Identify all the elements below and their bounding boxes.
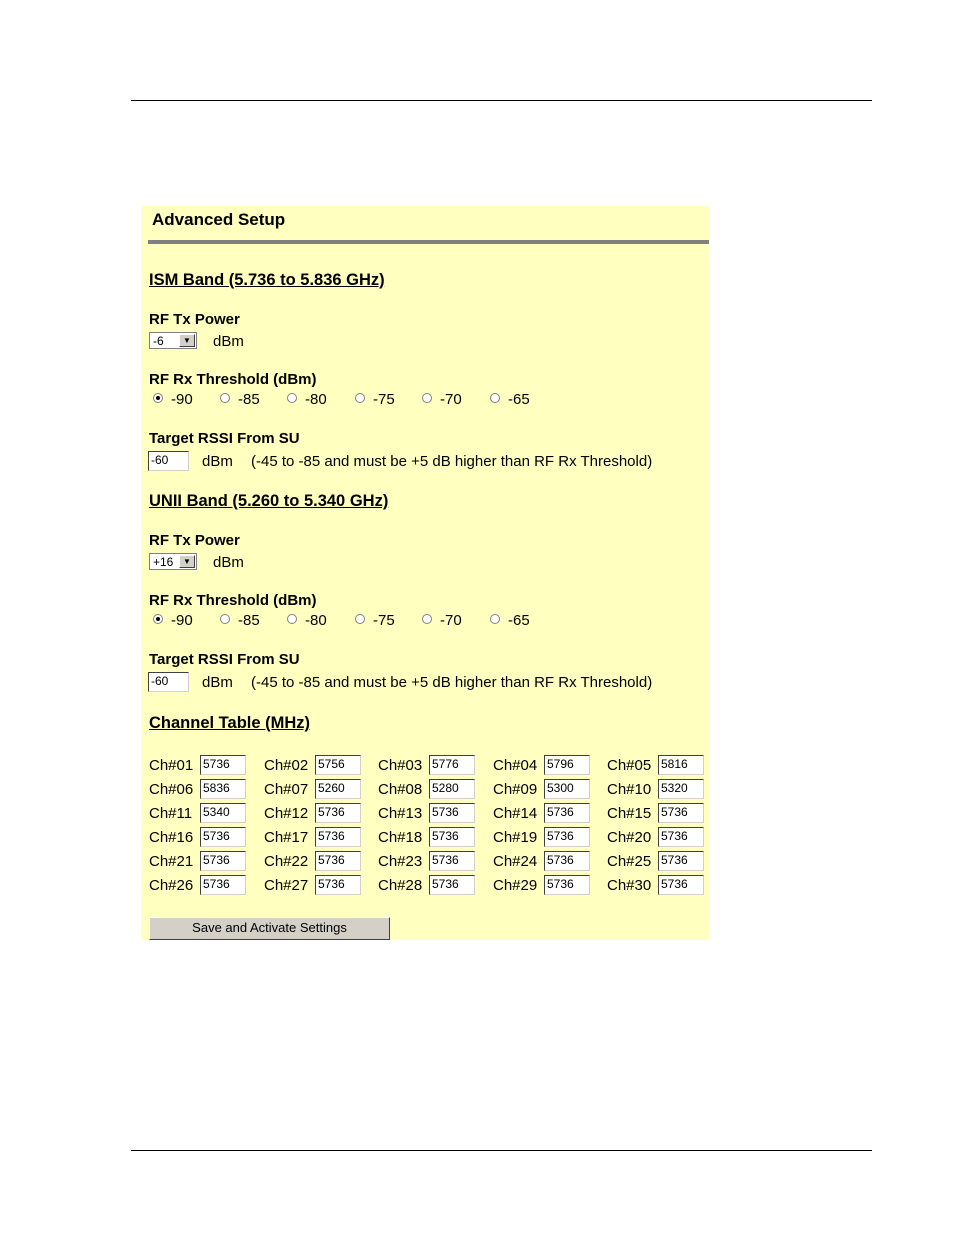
- save-and-activate-button[interactable]: Save and Activate Settings: [149, 917, 390, 940]
- unii-rx-option[interactable]: [490, 612, 530, 629]
- unii-tx-power-value: +16: [153, 555, 174, 569]
- unii-tx-power-label: RF Tx Power: [149, 532, 240, 549]
- advanced-setup-panel: [141, 206, 709, 940]
- channel-label: Ch#02: [264, 757, 309, 774]
- channel-frequency-input[interactable]: 5736: [200, 875, 246, 895]
- ism-rssi-label: Target RSSI From SU: [149, 430, 300, 447]
- channel-frequency-input[interactable]: 5736: [658, 827, 704, 847]
- channel-frequency-input[interactable]: 5816: [658, 755, 704, 775]
- ism-rx-threshold-label: RF Rx Threshold (dBm): [149, 371, 317, 388]
- ism-rssi-hint: (-45 to -85 and must be +5 dB higher than RF Rx Threshold): [251, 453, 653, 470]
- channel-frequency-input[interactable]: 5736: [429, 803, 475, 823]
- channel-frequency-input[interactable]: 5736: [315, 827, 361, 847]
- ism-rx-option[interactable]: [153, 391, 193, 408]
- ism-rx-option[interactable]: [287, 391, 327, 408]
- unii-rx-option[interactable]: [355, 612, 395, 629]
- channel-label: Ch#04: [493, 757, 538, 774]
- ism-tx-power-select[interactable]: [149, 332, 197, 349]
- channel-frequency-input[interactable]: 5736: [429, 851, 475, 871]
- channel-label: Ch#12: [264, 805, 309, 822]
- channel-label: Ch#08: [378, 781, 423, 798]
- ism-rssi-unit: dBm: [202, 453, 233, 470]
- ism-tx-power-label: RF Tx Power: [149, 311, 240, 328]
- ism-rx-option[interactable]: [422, 391, 462, 408]
- ism-rx-option-label: -80: [305, 391, 327, 408]
- title-divider: [148, 240, 709, 244]
- channel-frequency-input[interactable]: 5300: [544, 779, 590, 799]
- channel-label: Ch#05: [607, 757, 652, 774]
- channel-label: Ch#01: [149, 757, 194, 774]
- radio-button-icon[interactable]: [422, 393, 432, 403]
- ism-rx-option-label: -65: [508, 391, 530, 408]
- ism-rx-option[interactable]: [220, 391, 260, 408]
- channel-frequency-input[interactable]: 5776: [429, 755, 475, 775]
- radio-button-icon[interactable]: [355, 614, 365, 624]
- ism-band-heading: ISM Band (5.736 to 5.836 GHz): [149, 271, 385, 289]
- radio-button-icon[interactable]: [422, 614, 432, 624]
- chevron-down-icon[interactable]: ▼: [179, 334, 195, 347]
- ism-tx-power-unit: dBm: [213, 333, 244, 350]
- channel-label: Ch#18: [378, 829, 423, 846]
- unii-tx-power-select[interactable]: [149, 553, 197, 570]
- ism-rx-option[interactable]: [490, 391, 530, 408]
- channel-frequency-input[interactable]: 5736: [544, 875, 590, 895]
- page-title: Advanced Setup: [152, 210, 286, 229]
- radio-button-icon[interactable]: [287, 614, 297, 624]
- unii-rx-option[interactable]: [153, 612, 193, 629]
- channel-label: Ch#22: [264, 853, 309, 870]
- radio-button-icon[interactable]: [287, 393, 297, 403]
- radio-button-icon[interactable]: [220, 393, 230, 403]
- channel-label: Ch#16: [149, 829, 194, 846]
- radio-button-icon[interactable]: [490, 614, 500, 624]
- channel-label: Ch#09: [493, 781, 538, 798]
- channel-frequency-input[interactable]: 5736: [315, 851, 361, 871]
- unii-rx-option[interactable]: [287, 612, 327, 629]
- ism-rssi-input[interactable]: -60: [148, 451, 189, 471]
- channel-frequency-input[interactable]: 5736: [200, 755, 246, 775]
- channel-label: Ch#03: [378, 757, 423, 774]
- unii-rx-option-label: -65: [508, 612, 530, 629]
- channel-frequency-input[interactable]: 5736: [429, 827, 475, 847]
- unii-rssi-unit: dBm: [202, 674, 233, 691]
- unii-rx-option-label: -80: [305, 612, 327, 629]
- channel-frequency-input[interactable]: 5736: [315, 803, 361, 823]
- channel-label: Ch#23: [378, 853, 423, 870]
- unii-rssi-input[interactable]: -60: [148, 672, 189, 692]
- radio-button-icon[interactable]: [355, 393, 365, 403]
- channel-label: Ch#25: [607, 853, 652, 870]
- channel-frequency-input[interactable]: 5340: [200, 803, 246, 823]
- channel-label: Ch#24: [493, 853, 538, 870]
- channel-frequency-input[interactable]: 5260: [315, 779, 361, 799]
- top-page-rule: [131, 100, 872, 101]
- channel-label: Ch#29: [493, 877, 538, 894]
- ism-rx-option-label: -75: [373, 391, 395, 408]
- channel-frequency-input[interactable]: 5736: [200, 827, 246, 847]
- channel-frequency-input[interactable]: 5836: [200, 779, 246, 799]
- channel-label: Ch#14: [493, 805, 538, 822]
- unii-rssi-hint: (-45 to -85 and must be +5 dB higher than RF Rx Threshold): [251, 674, 653, 691]
- channel-label: Ch#17: [264, 829, 309, 846]
- radio-button-icon[interactable]: [220, 614, 230, 624]
- unii-rx-option[interactable]: [422, 612, 462, 629]
- channel-label: Ch#26: [149, 877, 194, 894]
- bottom-page-rule: [131, 1150, 872, 1151]
- ism-rx-option-label: -85: [238, 391, 260, 408]
- channel-label: Ch#10: [607, 781, 652, 798]
- ism-rx-option-label: -90: [171, 391, 193, 408]
- unii-rx-option-label: -90: [171, 612, 193, 629]
- channel-frequency-input[interactable]: 5736: [658, 875, 704, 895]
- unii-rx-option[interactable]: [220, 612, 260, 629]
- channel-frequency-input[interactable]: 5736: [544, 851, 590, 871]
- unii-rssi-label: Target RSSI From SU: [149, 651, 300, 668]
- channel-label: Ch#07: [264, 781, 309, 798]
- channel-frequency-input[interactable]: 5736: [315, 875, 361, 895]
- channel-frequency-input[interactable]: 5280: [429, 779, 475, 799]
- unii-rx-option-label: -75: [373, 612, 395, 629]
- radio-button-icon[interactable]: [490, 393, 500, 403]
- radio-button-icon[interactable]: [153, 393, 163, 403]
- channel-frequency-input[interactable]: 5736: [658, 803, 704, 823]
- radio-button-icon[interactable]: [153, 614, 163, 624]
- channel-label: Ch#21: [149, 853, 194, 870]
- unii-rx-option-label: -85: [238, 612, 260, 629]
- channel-label: Ch#15: [607, 805, 652, 822]
- channel-label: Ch#28: [378, 877, 423, 894]
- channel-frequency-input[interactable]: 5756: [315, 755, 361, 775]
- ism-rx-option[interactable]: [355, 391, 395, 408]
- channel-label: Ch#11: [149, 805, 193, 822]
- ism-tx-power-value: -6: [153, 334, 164, 348]
- chevron-down-icon[interactable]: ▼: [179, 555, 195, 568]
- unii-tx-power-unit: dBm: [213, 554, 244, 571]
- unii-rx-threshold-label: RF Rx Threshold (dBm): [149, 592, 317, 609]
- channel-label: Ch#20: [607, 829, 652, 846]
- unii-rx-option-label: -70: [440, 612, 462, 629]
- channel-label: Ch#06: [149, 781, 194, 798]
- channel-label: Ch#27: [264, 877, 309, 894]
- channel-frequency-input[interactable]: 5736: [544, 827, 590, 847]
- channel-frequency-input[interactable]: 5796: [544, 755, 590, 775]
- channel-label: Ch#13: [378, 805, 423, 822]
- channel-frequency-input[interactable]: 5736: [544, 803, 590, 823]
- channel-frequency-input[interactable]: 5320: [658, 779, 704, 799]
- channel-frequency-input[interactable]: 5736: [200, 851, 246, 871]
- channel-label: Ch#19: [493, 829, 538, 846]
- channel-table-heading: Channel Table (MHz): [149, 714, 311, 732]
- ism-rx-option-label: -70: [440, 391, 462, 408]
- unii-band-heading: UNII Band (5.260 to 5.340 GHz): [149, 492, 389, 510]
- channel-frequency-input[interactable]: 5736: [429, 875, 475, 895]
- channel-label: Ch#30: [607, 877, 652, 894]
- channel-frequency-input[interactable]: 5736: [658, 851, 704, 871]
